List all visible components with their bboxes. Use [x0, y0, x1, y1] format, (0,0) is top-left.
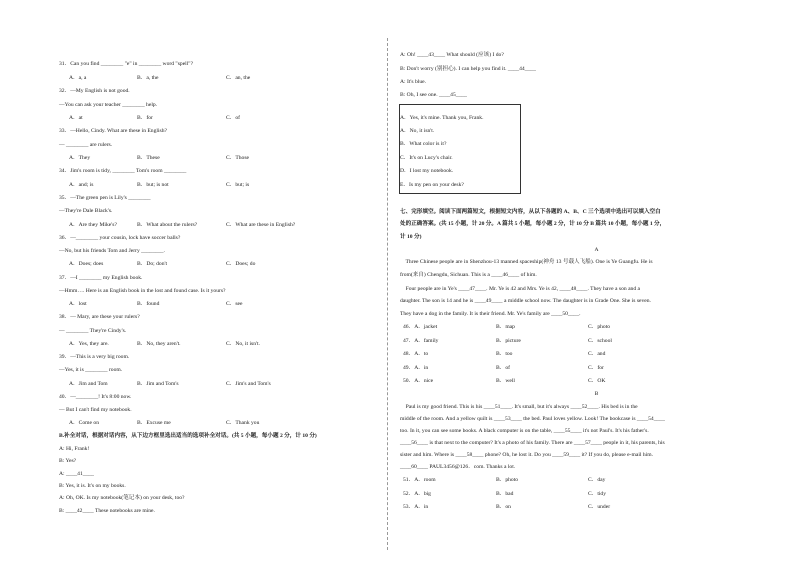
text-line: A．No, it isn't. — [400, 128, 435, 134]
text-line: from(来自) Chengdu, Sichuan. This is a ____46____ of him. — [400, 272, 537, 278]
answer-option: A．lost — [69, 301, 87, 307]
answer-option: B．of — [496, 365, 510, 371]
text-line: A: ____41____ — [59, 471, 94, 477]
section-heading: A — [594, 247, 599, 253]
answer-option: B．too — [496, 351, 513, 357]
answer-option: B．No, they aren't. — [137, 341, 181, 347]
text-line: —Yes, it is ________ room. — [59, 367, 123, 373]
answer-option: B．well — [496, 378, 515, 384]
answer-option: 53．A．in — [403, 504, 429, 510]
answer-option: 48．A．to — [403, 351, 429, 357]
answer-option: B．a, the — [137, 75, 159, 81]
text-line: B: Yes? — [59, 458, 77, 464]
answer-option: B．on — [496, 504, 511, 510]
answer-option: C．school — [588, 338, 612, 344]
answer-option: C．photo — [588, 324, 611, 330]
text-line: D．I lost my notebook. — [400, 168, 454, 174]
answer-option: C．Thank you — [226, 420, 260, 426]
answer-option: 52．A．big — [403, 491, 431, 497]
answer-option: B．photo — [496, 477, 519, 483]
answer-option: A．Come on — [69, 420, 99, 426]
answer-option: A．Are they Mike's? — [69, 222, 117, 228]
text-line: 35．—The green pen is Lily's ________ — [59, 195, 151, 201]
answer-option: B．map — [496, 324, 515, 330]
text-line: B: Don't worry (别担心). I can help you find it. ____44____ — [400, 66, 536, 72]
text-line: daughter. The son is 14 and he is ____49____ a middle school now. The daughter is in Grade One. She is seven. — [400, 298, 651, 304]
answer-option: C．day — [588, 477, 606, 483]
answer-option: C．Those — [226, 155, 249, 161]
text-line: ____60____ PAUL3456@126．com. Thanks a lot. — [400, 464, 516, 470]
answer-option: B．Excuse me — [137, 420, 171, 426]
text-line: 33．—Hello, Cindy. What are these in English? — [59, 128, 167, 134]
answer-option: B．Do; don't — [137, 261, 168, 267]
text-line: Paul is my good friend. This is his ____51____. It's small, but it's always ____52____. His bed is in the — [400, 404, 638, 410]
text-line: B．What color is it? — [400, 141, 447, 147]
text-line: Three Chinese people are in Shenzhou-13 manned spaceship(神舟 13 号载人飞船). One is Ye Guangfu. He is — [400, 259, 653, 265]
answer-option: B．What about the rulers? — [137, 222, 198, 228]
answer-option: C．an, the — [226, 75, 251, 81]
answer-option: A．They — [69, 155, 91, 161]
text-line: sister and him. Where is ____58____ phone? Oh, he lost it. Do you ____59____ it? If you do, please e-mail him. — [400, 452, 653, 458]
answer-option: 46．A．jacket — [403, 324, 438, 330]
answer-option: 47．A．family — [403, 338, 439, 344]
text-line: A: Oh! ____43____ What should (应该) I do? — [400, 52, 504, 58]
answer-option: B．found — [137, 301, 160, 307]
answer-option: A．and; is — [69, 182, 94, 188]
text-line: —They're Dale Black's. — [59, 208, 113, 214]
answer-option: C．OK — [588, 378, 606, 384]
text-line: 38．— Mary, are these your rulers? — [59, 314, 140, 320]
text-line: C．It's on Lucy's chair. — [400, 155, 453, 161]
text-line: middle of the room. And a yellow quilt is ____53____ the bed. Paul loves yellow. Look! The bookcase is ____54____ — [400, 416, 665, 422]
text-line: A: Hi, Frank! — [59, 446, 90, 452]
text-line: 31．Can you find ________ "e" in ________ word "spell"? — [59, 61, 194, 67]
answer-option: C．see — [226, 301, 243, 307]
text-line: ____56____ is that next to the computer? It's a photo of his family. There are ____57____ people in it, his parents, his — [400, 440, 665, 446]
text-line: Four people are in Ye's ____47____. Mr. Ye is 42 and Mrs. Ye is 42, ____48____. They have a son and a — [400, 286, 641, 292]
answer-option: C．but; is — [226, 182, 250, 188]
text-line: A．Yes, it's mine. Thank you, Frank. — [400, 115, 484, 121]
text-line: 36．—________ your cousin, lock have soccer balls? — [59, 235, 181, 241]
answer-option: B．bad — [496, 491, 514, 497]
text-line: B: Oh, I see one. ____45____ — [400, 92, 467, 98]
text-line: — But I can't find my notebook. — [59, 407, 132, 413]
text-line: — ________ They're Cindy's. — [59, 328, 127, 334]
text-line: 处的正确答案。(共 15 小题，计 20 分。A 篇共 5 小题，每小题 2 分，计 10 分 B 篇共 10 小题，每小题 1 分， — [400, 221, 666, 227]
answer-option: C．for — [588, 365, 604, 371]
text-line: 37．—I ________ my English book. — [59, 275, 143, 281]
answer-option: C．under — [588, 504, 611, 510]
answer-option: C．Does; do — [226, 261, 256, 267]
answer-option: B．These — [137, 155, 160, 161]
text-line: —No, but his friends Tom and Jerry ________. — [59, 248, 165, 254]
answer-option: A．at — [69, 115, 83, 121]
answer-option: C．of — [226, 115, 240, 121]
answer-option: C．No, it isn't. — [226, 341, 260, 347]
text-line: A: Oh, OK. Is my notebook(笔记本) on your desk, too? — [59, 495, 185, 501]
text-line: B: ____42____ These notebooks are mine. — [59, 508, 155, 514]
answer-option: C．What are these in English? — [226, 222, 296, 228]
answer-option: A．Jim and Tom — [69, 381, 108, 387]
answer-option: 50．A．nice — [403, 378, 434, 384]
answer-option: C．Jim's and Tom's — [226, 381, 271, 387]
answer-option: A．a, a — [69, 75, 87, 81]
text-line: A: It's blue. — [400, 79, 427, 85]
answer-option: 49．A．in — [403, 365, 429, 371]
section-heading: B — [594, 391, 599, 397]
answer-option: B．but; is not — [137, 182, 169, 188]
text-line: 39．—This is a very big room. — [59, 354, 130, 360]
column-divider — [387, 38, 388, 550]
answer-option: C．tidy — [588, 491, 607, 497]
answer-option: B．for — [137, 115, 153, 121]
text-line: They have a dog in the family. It is their friend. Mr. Ye's family are ____50____. — [400, 311, 581, 317]
text-line: B.补全对话，根据对话内容，从下边方框里选出适当的选项补全对话。(共 5 小题，每小题 2 分，计 10 分) — [59, 433, 317, 439]
text-line: 40．—________! It's 8:00 now. — [59, 394, 132, 400]
text-line: 七、完形填空。阅读下面两篇短文，根据短文内容，从以下各题的 A、B、C 三个选项中选出可以填入空白 — [400, 209, 661, 215]
answer-option: B．picture — [496, 338, 521, 344]
answer-option: 51．A．room — [403, 477, 436, 483]
answer-option: A．Yes, they are. — [69, 341, 109, 347]
text-line: E．Is my pen on your desk? — [400, 182, 464, 188]
text-line: B: Yes, it is. It's on my books. — [59, 483, 126, 489]
text-line: — ________ are rulers. — [59, 142, 113, 148]
answer-option: A．Does; does — [69, 261, 104, 267]
answer-option: C．and — [588, 351, 606, 357]
text-line: —Hmm…. Here is an English book in the lost and found case. Is it yours? — [59, 288, 226, 294]
text-line: too. In it, you can see some books. A black computer is on the table, ____55____ it's not Paul's. It's his father's. — [400, 428, 649, 434]
text-line: 计 10 分) — [400, 234, 422, 240]
answer-option: B．Jim and Tom's — [137, 381, 179, 387]
text-line: 32．—My English is not good. — [59, 88, 130, 94]
text-line: 34．Jim's room is tidy, ________ Tom's room ________ — [59, 168, 187, 174]
text-line: —You can ask your teacher ________ help. — [59, 102, 158, 108]
